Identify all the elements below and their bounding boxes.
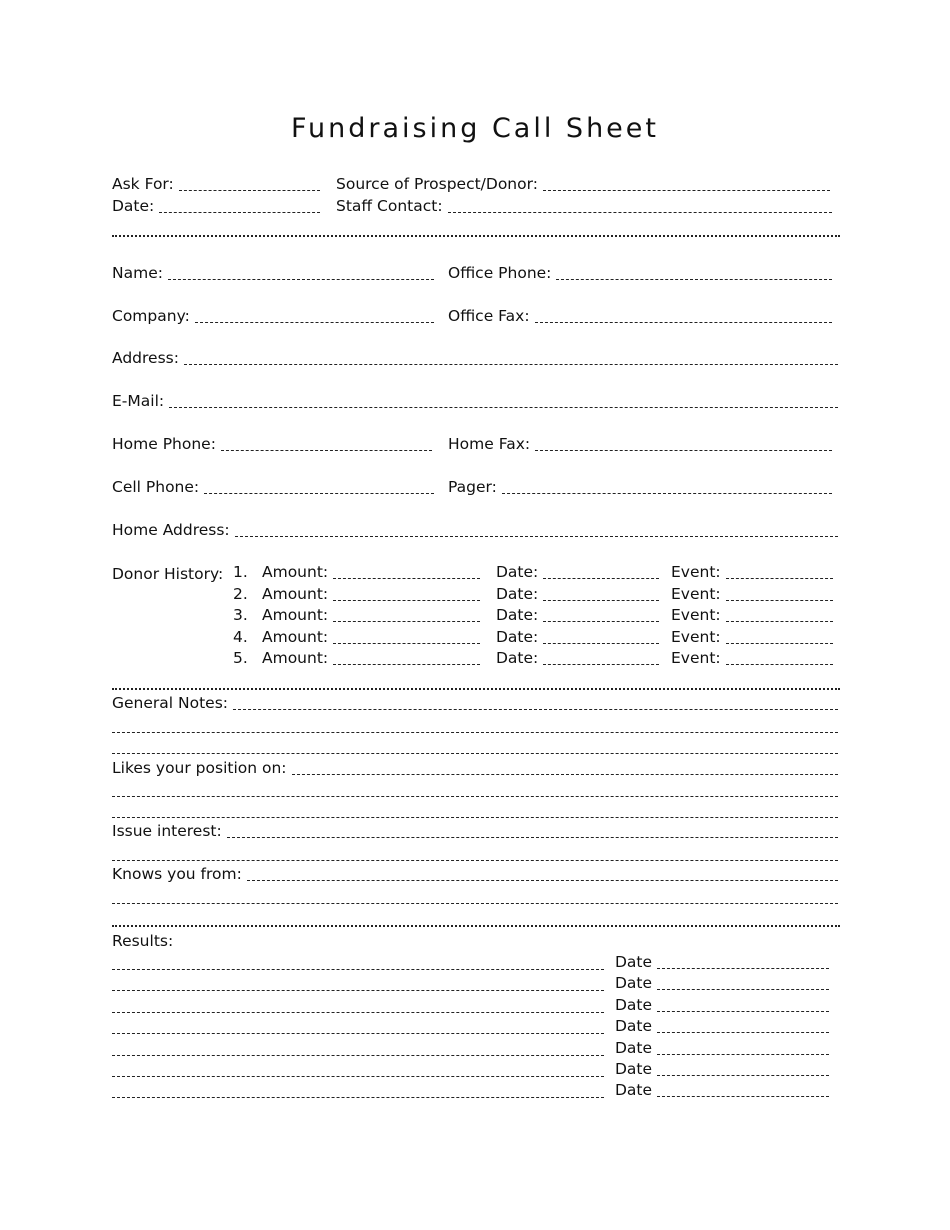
history-number	[233, 583, 257, 603]
section-divider	[112, 235, 840, 237]
ask-for-field[interactable]	[112, 171, 320, 193]
name-field[interactable]	[112, 260, 434, 282]
staff-contact-field[interactable]	[336, 193, 832, 215]
history-date-field[interactable]	[496, 626, 659, 646]
general-notes-field[interactable]	[112, 690, 838, 712]
home-phone-label: Home Phone:	[112, 435, 216, 453]
name-label: Name:	[112, 264, 163, 282]
history-amount-field[interactable]	[262, 604, 480, 624]
history-event-label: Event:	[671, 649, 721, 667]
issue-interest-field[interactable]	[112, 818, 838, 840]
history-amount-field[interactable]	[262, 583, 480, 603]
results-row	[112, 1037, 838, 1057]
donor-history-row	[0, 647, 950, 667]
company-label: Company:	[112, 307, 190, 325]
history-date-field[interactable]	[496, 604, 659, 624]
donor-history-row	[0, 583, 950, 603]
history-number	[233, 626, 257, 646]
history-date-field[interactable]	[496, 583, 659, 603]
results-line[interactable]	[112, 998, 604, 1013]
history-date-label: Date:	[496, 563, 539, 581]
results-date-field[interactable]	[615, 1079, 829, 1099]
results-line[interactable]	[112, 1062, 604, 1077]
history-amount-field[interactable]	[262, 626, 480, 646]
likes-position-field[interactable]	[112, 755, 838, 777]
results-label: Results:	[112, 932, 174, 950]
history-event-field[interactable]	[671, 561, 833, 581]
section-divider	[112, 925, 840, 927]
results-date-label: Date	[615, 1038, 653, 1057]
history-date-label: Date:	[496, 628, 539, 646]
issue-interest-label: Issue interest:	[112, 822, 222, 840]
likes-position-line[interactable]	[112, 803, 838, 818]
history-number-label: 3.	[233, 606, 248, 624]
results-row	[112, 951, 838, 971]
home-address-label: Home Address:	[112, 521, 230, 539]
history-number-label: 4.	[233, 628, 248, 646]
home-address-field[interactable]	[112, 517, 838, 539]
company-field[interactable]	[112, 303, 434, 325]
likes-position-line[interactable]	[112, 782, 838, 797]
history-amount-label: Amount:	[262, 585, 329, 603]
history-event-label: Event:	[671, 606, 721, 624]
history-number	[233, 647, 257, 667]
date-label: Date:	[112, 197, 155, 215]
history-number	[233, 604, 257, 624]
results-row	[112, 1058, 838, 1078]
home-fax-label: Home Fax:	[448, 435, 531, 453]
results-date-label: Date	[615, 974, 653, 993]
results-date-field[interactable]	[615, 972, 829, 992]
source-label: Source of Prospect/Donor:	[336, 175, 538, 193]
email-field[interactable]	[112, 388, 838, 410]
cell-phone-label: Cell Phone:	[112, 478, 200, 496]
donor-history-label: Donor History:	[112, 565, 224, 583]
history-date-field[interactable]	[496, 647, 659, 667]
knows-you-from-label: Knows you from:	[112, 865, 242, 883]
history-date-label: Date:	[496, 606, 539, 624]
history-number-label: 1.	[233, 563, 248, 581]
home-fax-field[interactable]	[448, 431, 832, 453]
pager-label: Pager:	[448, 478, 497, 496]
history-amount-label: Amount:	[262, 563, 329, 581]
pager-field[interactable]	[448, 474, 832, 496]
office-phone-field[interactable]	[448, 260, 832, 282]
history-amount-field[interactable]	[262, 561, 480, 581]
general-notes-line[interactable]	[112, 739, 838, 754]
results-line[interactable]	[112, 976, 604, 991]
history-amount-label: Amount:	[262, 628, 329, 646]
results-row	[112, 972, 838, 992]
history-amount-field[interactable]	[262, 647, 480, 667]
page-title: Fundraising Call Sheet	[290, 113, 659, 144]
office-phone-label: Office Phone:	[448, 264, 552, 282]
office-fax-field[interactable]	[448, 303, 832, 325]
results-date-field[interactable]	[615, 1037, 829, 1057]
knows-you-from-line[interactable]	[112, 889, 838, 904]
results-line[interactable]	[112, 955, 604, 970]
donor-history-row	[0, 626, 950, 646]
home-phone-field[interactable]	[112, 431, 432, 453]
history-number-label: 2.	[233, 585, 248, 603]
results-line[interactable]	[112, 1083, 604, 1098]
likes-position-label: Likes your position on:	[112, 759, 287, 777]
results-date-label: Date	[615, 1017, 653, 1036]
source-field[interactable]	[336, 171, 830, 193]
history-amount-label: Amount:	[262, 649, 329, 667]
results-date-label: Date	[615, 1081, 653, 1100]
history-number-label: 5.	[233, 649, 248, 667]
general-notes-line[interactable]	[112, 718, 838, 733]
history-amount-label: Amount:	[262, 606, 329, 624]
history-date-label: Date:	[496, 649, 539, 667]
history-event-label: Event:	[671, 585, 721, 603]
history-event-field[interactable]	[671, 583, 833, 603]
history-date-field[interactable]	[496, 561, 659, 581]
email-label: E-Mail:	[112, 392, 165, 410]
results-line[interactable]	[112, 1041, 604, 1056]
general-notes-label: General Notes:	[112, 694, 229, 712]
results-date-label: Date	[615, 995, 653, 1014]
results-date-field[interactable]	[615, 1058, 829, 1078]
donor-history-row	[0, 604, 950, 624]
donor-history-row	[0, 561, 950, 581]
issue-interest-line[interactable]	[112, 846, 838, 861]
date-field[interactable]	[112, 193, 320, 215]
results-row	[112, 994, 838, 1014]
history-event-label: Event:	[671, 563, 721, 581]
results-line[interactable]	[112, 1019, 604, 1034]
results-date-field[interactable]	[615, 994, 829, 1014]
history-event-field[interactable]	[671, 647, 833, 667]
results-date-field[interactable]	[615, 1015, 829, 1035]
results-date-field[interactable]	[615, 951, 829, 971]
ask-for-label: Ask For:	[112, 175, 174, 193]
cell-phone-field[interactable]	[112, 474, 434, 496]
results-row	[112, 1015, 838, 1035]
address-label: Address:	[112, 349, 179, 367]
knows-you-from-field[interactable]	[112, 861, 838, 883]
staff-contact-label: Staff Contact:	[336, 197, 443, 215]
history-event-field[interactable]	[671, 626, 833, 646]
history-event-label: Event:	[671, 628, 721, 646]
results-date-label: Date	[615, 953, 653, 971]
history-date-label: Date:	[496, 585, 539, 603]
history-event-field[interactable]	[671, 604, 833, 624]
results-date-label: Date	[615, 1060, 653, 1078]
results-row	[112, 1079, 838, 1099]
office-fax-label: Office Fax:	[448, 307, 530, 325]
address-field[interactable]	[112, 345, 838, 367]
history-number	[233, 561, 257, 581]
